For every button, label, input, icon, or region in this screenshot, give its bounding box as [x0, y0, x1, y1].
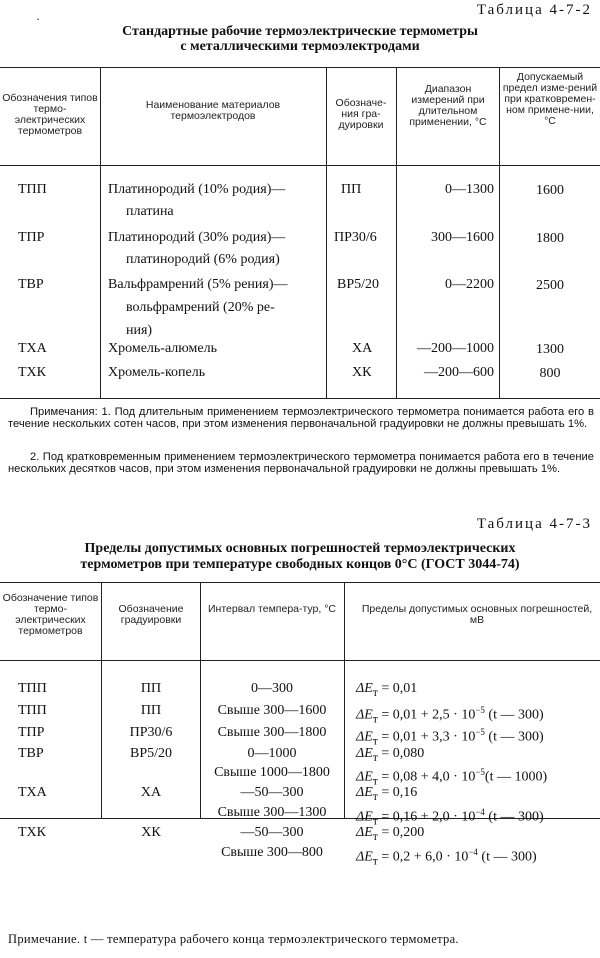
formula-exponent: −5 [475, 727, 485, 737]
formula-subscript: т [372, 734, 378, 748]
formula-tail: (t — 300) [484, 707, 544, 723]
table2-header-grad: Обозначение градуировки [118, 603, 184, 626]
table2-row1-type: ТПП [18, 681, 47, 696]
formula-exponent: −4 [468, 847, 478, 857]
formula-subscript: т [372, 712, 378, 726]
table1-row3-short: 2500 [536, 278, 564, 293]
table1-header-grad: Обозначе-ния гра-дуировки [335, 97, 387, 131]
table1-row2-grad: ПР30/6 [334, 230, 377, 245]
table2-row3-grad: ПР30/6 [129, 725, 173, 740]
formula-subscript: т [372, 854, 378, 868]
formula-rhs: = 0,01 + 3,3 · 10 [377, 729, 476, 745]
table2-title-line2: термометров при температуре свободных концов 0°С (ГОСТ 3044-74) [80, 557, 520, 572]
formula-subscript: т [372, 789, 378, 803]
table1-row4-type: ТХА [18, 341, 47, 356]
table1-header-short: Допускаемый предел изме-рений при кратковремен-ном примене-нии, °С [502, 71, 598, 127]
formula-lhs: ΔE [356, 707, 373, 723]
formula-rhs: = 0,01 + 2,5 · 10 [377, 707, 476, 723]
formula-exponent: −5 [475, 767, 485, 777]
table2-header-interval: Интервал темпера-тур, °С [207, 603, 337, 615]
table1-row2-type: ТПР [18, 230, 45, 245]
formula-rhs: = 0,200 [377, 825, 425, 840]
table1-row4-material: Хромель-алюмель [108, 341, 217, 356]
formula-rhs: = 0,01 [377, 681, 418, 696]
formula-subscript: т [372, 774, 378, 788]
table1-row1-material-2: платина [126, 204, 174, 219]
table1-row2-material-2: платинородий (6% родия) [126, 252, 280, 267]
table1-row4-range: —200—1000 [417, 341, 494, 356]
table1-row5-grad: ХК [352, 365, 372, 380]
table1-row2-material-1: Платинородий (30% родия)— [108, 230, 286, 245]
formula-lhs: ΔE [356, 729, 373, 745]
formula-rhs: = 0,16 [377, 785, 418, 800]
formula-lhs: ΔE [356, 825, 373, 840]
table1-header-material: Наименование материалов термоэлектродов [145, 99, 281, 122]
table1-note-2: 2. Под кратковременным применением термоэлектрического термометра понимается работа его в течение нескольких десятков часов, при этом изменения первоначальной градуировки не должны превышать 1%. [8, 451, 594, 475]
table1-row3-grad: ВР5/20 [337, 277, 380, 292]
table2-row3-type: ТПР [18, 725, 45, 740]
formula-lhs: ΔE [356, 769, 373, 785]
table1-row5-range: —200—600 [424, 365, 494, 380]
table2-row4-interval: 0—1000 [247, 746, 297, 761]
formula-exponent: −4 [475, 807, 485, 817]
table2-row4-formula [356, 745, 424, 766]
formula-rhs: = 0,08 + 4,0 · 10 [377, 769, 476, 785]
formula-subscript: т [372, 750, 378, 764]
table1-row3-type: ТВР [18, 277, 44, 292]
table1-row1-type: ТПП [18, 182, 47, 197]
table2-row2-type: ТПП [18, 703, 47, 718]
table1-row2-range: 300—1600 [431, 230, 494, 245]
table2-note: Примечание. t — температура рабочего конца термоэлектрического термометра. [8, 932, 459, 946]
table2-header-type: Обозначение типов термо-электрических термометров [2, 592, 99, 637]
table1-header-type: Обозначения типов термо-электрических термометров [2, 92, 98, 137]
formula-lhs: ΔE [356, 785, 373, 800]
table2-row6-grad: ХА [140, 785, 162, 800]
table2-row9-interval: Свыше 300—800 [221, 845, 323, 860]
table1-row5-material: Хромель-копель [108, 365, 206, 380]
formula-lhs: ΔE [356, 809, 373, 825]
table2-row1-formula [356, 680, 417, 701]
table1-row3-material-1: Вальфрамрений (5% рения)— [108, 277, 288, 292]
table2-row7-interval: Свыше 300—1300 [217, 805, 327, 820]
table1-row1-grad: ПП [341, 182, 362, 197]
table1-note-1: Примечания: 1. Под длительным применением термоэлектрического термометра понимается работа его в течение нескольких сотен часов, при этом изменения первоначальной градуировки не должны превышать 1%. [8, 406, 594, 430]
table2-row1-grad: ПП [140, 681, 162, 696]
table2-row2-interval: Свыше 300—1600 [217, 703, 327, 718]
table1-row5-type: ТХК [18, 365, 46, 380]
table2-title-line1: Пределы допустимых основных погрешностей термоэлектрических [84, 541, 516, 556]
table2-row2-grad: ПП [140, 703, 162, 718]
table2-row6-formula [356, 784, 417, 805]
table1-row3-material-3: ния) [126, 323, 153, 338]
formula-tail: (t — 300) [484, 809, 544, 825]
table2-row6-type: ТХА [18, 785, 47, 800]
table1-row1-short: 1600 [536, 183, 564, 198]
table2-row8-grad: ХК [141, 825, 161, 840]
table2-label: Таблица 4-7-3 [476, 516, 592, 532]
table2-row5-interval: Свыше 1000—1800 [214, 765, 330, 780]
formula-tail: (t — 300) [484, 729, 544, 745]
table2-row4-grad: ВР5/20 [129, 746, 172, 761]
formula-rhs: = 0,2 + 6,0 · 10 [377, 849, 469, 865]
table2-row8-formula [356, 824, 424, 845]
formula-subscript: т [372, 685, 378, 699]
table1-row3-range: 0—2200 [445, 277, 494, 292]
table1-title-line1: Стандартные рабочие термоэлектрические термометры [122, 24, 478, 39]
formula-exponent: −5 [475, 705, 485, 715]
table2-row1-interval: 0—300 [251, 681, 293, 696]
table2-row3-interval: Свыше 300—1800 [217, 725, 327, 740]
formula-rhs: = 0,080 [377, 746, 425, 761]
table2-row9-formula [356, 844, 537, 869]
formula-tail: (t — 1000) [484, 769, 548, 785]
formula-tail: (t — 300) [477, 849, 537, 865]
table1-row1-range: 0—1300 [445, 182, 494, 197]
formula-rhs: = 0,16 + 2,0 · 10 [377, 809, 476, 825]
table2-header-limits: Пределы допустимых основных погрешностей, мВ [361, 603, 593, 626]
table2-row4-type: ТВР [18, 746, 44, 761]
formula-lhs: ΔE [356, 849, 373, 865]
table1-row1-material-1: Платинородий (10% родия)— [108, 182, 286, 197]
table1-row4-grad: ХА [352, 341, 373, 356]
formula-lhs: ΔE [356, 746, 373, 761]
formula-subscript: т [372, 814, 378, 828]
table2-row8-type: ТХК [18, 825, 46, 840]
page-mark: · [36, 12, 40, 26]
table1-header-range: Диапазон измерений при длительном применении, °С [409, 83, 487, 128]
table2-row8-interval: —50—300 [240, 825, 304, 840]
table1-row3-material-2: вольфрамрений (20% ре- [126, 300, 275, 315]
table1-label: Таблица 4-7-2 [476, 2, 592, 18]
table1-row4-short: 1300 [536, 342, 564, 357]
table1-title-line2: с металлическими термоэлектродами [180, 39, 420, 54]
table1-row5-short: 800 [539, 366, 561, 381]
formula-lhs: ΔE [356, 681, 373, 696]
formula-subscript: т [372, 829, 378, 843]
table1-row2-short: 1800 [536, 231, 564, 246]
table2-row6-interval: —50—300 [240, 785, 304, 800]
